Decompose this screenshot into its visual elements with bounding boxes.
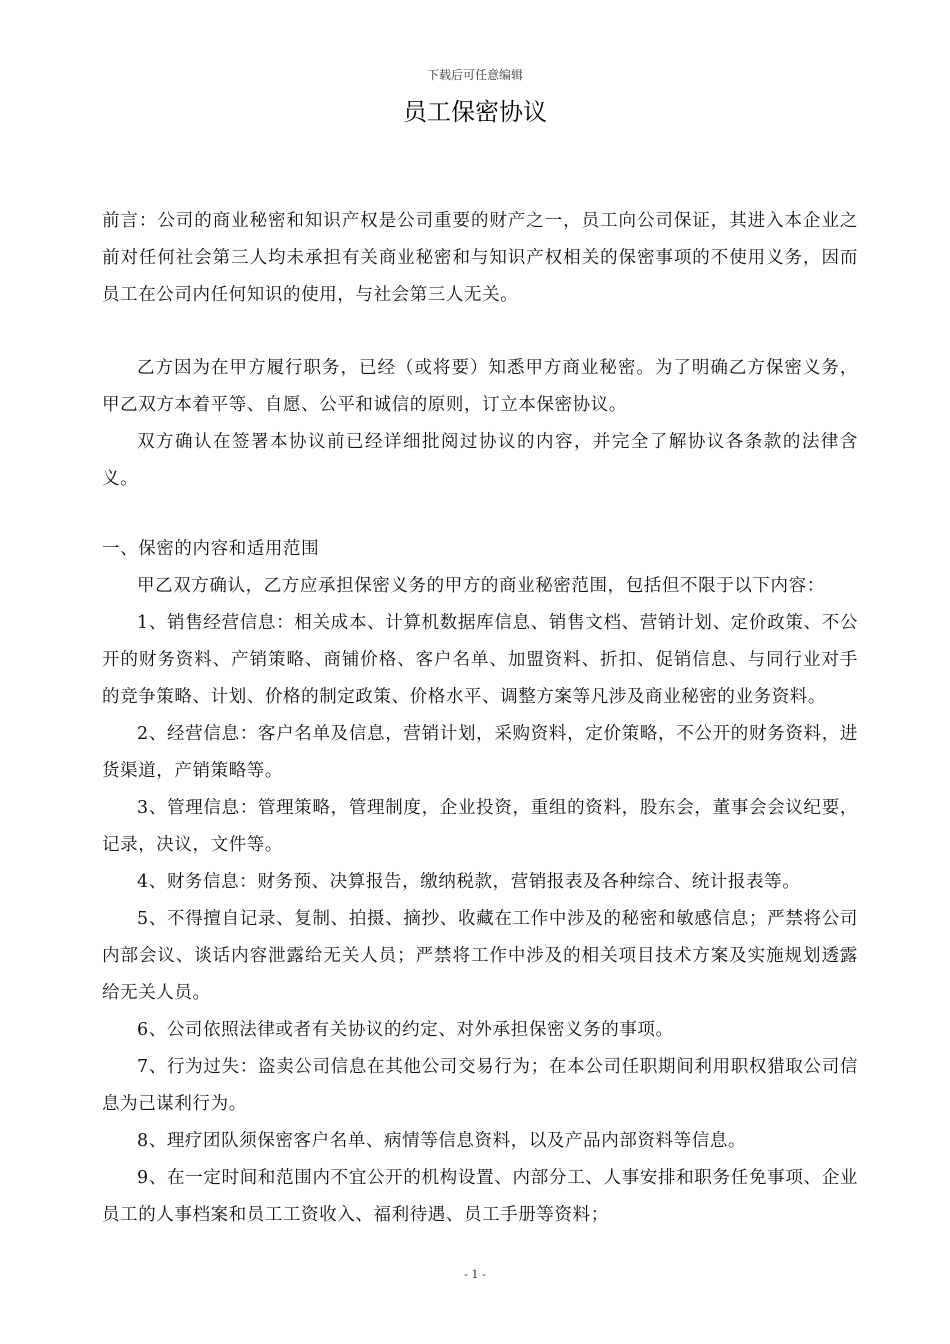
preface-paragraph: 前言：公司的商业秘密和知识产权是公司重要的财产之一，员工向公司保证，其进入本企业之前对任何社会第三人均未承担有关商业秘密和与知识产权相关的保密事项的不使用义务，因而员工在公司内任何知识的使用，与社会第三人无关。 <box>102 211 858 305</box>
section-heading: 一、保密的内容和适用范围 <box>102 539 320 559</box>
list-item: 5、不得擅自记录、复制、拍摄、摘抄、收藏在工作中涉及的秘密和敏感信息；严禁将公司内部会议、谈话内容泄露给无关人员；严禁将工作中涉及的相关项目技术方案及实施规划透露给无关人员。 <box>102 909 858 1003</box>
list-item: 6、公司依照法律或者有关协议的约定、对外承担保密义务的事项。 <box>137 1020 674 1040</box>
list-item: 3、管理信息：管理策略，管理制度，企业投资，重组的资料，股东会，董事会会议纪要，记录，决议，文件等。 <box>102 798 858 855</box>
list-item: 1、销售经营信息：相关成本、计算机数据库信息、销售文档、营销计划、定价政策、不公开的财务资料、产销策略、商铺价格、客户名单、加盟资料、折扣、促销信息、与同行业对手的竞争策略、计划、价格的制定政策、价格水平、调整方案等凡涉及商业秘密的业务资料。 <box>102 613 858 707</box>
document-title: 员工保密协议 <box>403 98 547 126</box>
list-item: 8、理疗团队须保密客户名单、病情等信息资料，以及产品内部资料等信息。 <box>137 1131 747 1151</box>
download-note: 下载后可任意编辑 <box>426 68 523 82</box>
body-paragraph: 乙方因为在甲方履行职务，已经（或将要）知悉甲方商业秘密。为了明确乙方保密义务，甲乙双方本着平等、自愿、公平和诚信的原则，订立本保密协议。 <box>102 358 858 415</box>
list-item: 9、在一定时间和范围内不宜公开的机构设置、内部分工、人事安排和职务任免事项、企业员工的人事档案和员工工资收入、福利待遇、员工手册等资料； <box>102 1168 858 1225</box>
list-item: 2、经营信息：客户名单及信息，营销计划，采购资料，定价策略，不公开的财务资料，进货渠道，产销策略等。 <box>102 724 858 781</box>
list-item: 4、财务信息：财务预、决算报告，缴纳税款，营销报表及各种综合、统计报表等。 <box>137 872 801 892</box>
body-paragraph: 双方确认在签署本协议前已经详细批阅过协议的内容，并完全了解协议各条款的法律含义。 <box>102 432 858 489</box>
document-body <box>102 203 858 1234</box>
body-paragraph: 甲乙双方确认，乙方应承担保密义务的甲方的商业秘密范围，包括但不限于以下内容： <box>137 576 825 596</box>
list-item: 7、行为过失：盗卖公司信息在其他公司交易行为；在本公司任职期间利用职权猎取公司信息为己谋利行为。 <box>102 1057 858 1114</box>
page-number: - 1 - <box>464 1268 486 1281</box>
